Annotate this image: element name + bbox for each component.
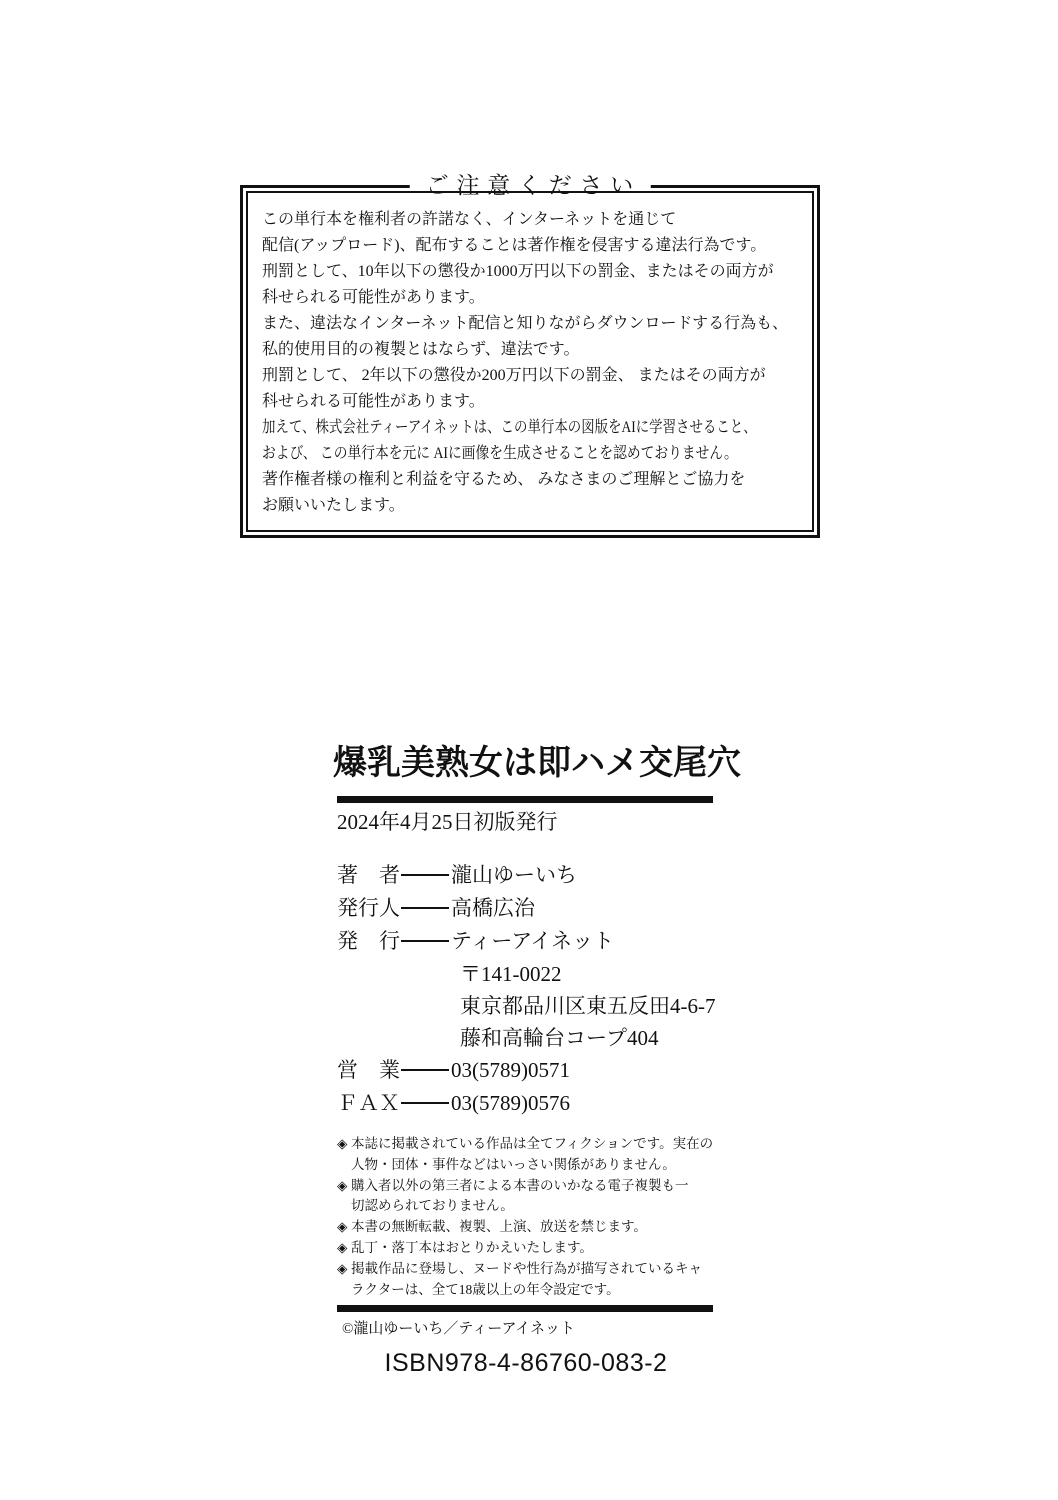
diamond-bullet-icon: ◈	[337, 1219, 348, 1235]
contact-label: 営 業	[337, 1058, 400, 1082]
notice-line: 著作権者様の権利と利益を守るため、 みなさまのご理解とご協力を	[262, 471, 746, 488]
notice-line: 刑罰として、10年以下の懲役か1000万円以下の罰金、またはその両方が	[262, 263, 774, 280]
contact-value: 03(5789)0576	[451, 1091, 570, 1115]
note-line: 本誌に掲載されている作品は全てフィクションです。実在の	[351, 1136, 714, 1151]
publication-date: 2024年4月25日初版発行	[337, 810, 558, 834]
credit-row-author	[337, 859, 715, 892]
contact-row-fax	[337, 1087, 715, 1120]
notice-line: また、違法なインターネット配信と知りながらダウンロードする行為も、	[262, 315, 789, 332]
note-line: 掲載作品に登場し、ヌードや性行為が描写されているキャ	[351, 1260, 702, 1276]
notice-line: 刑罰として、 2年以下の懲役か200万円以下の罰金、 またはその両方が	[262, 367, 766, 384]
legal-note	[337, 1134, 715, 1176]
notice-title: ご 注 意 く だ さ い	[410, 169, 651, 203]
publication-details	[337, 859, 715, 1120]
notice-line: 私的使用目的の複製とはならず、違法です。	[262, 341, 580, 358]
note-line: 人物・団体・事件などはいっさい関係がありません。	[351, 1156, 676, 1172]
label-dash	[401, 1102, 449, 1104]
notice-line: 科せられる可能性があります。	[262, 289, 485, 306]
notice-line: および、 この単行本を元に AIに画像を生成させることを認めておりません。	[262, 445, 738, 462]
copyright-line: ©瀧山ゆーいち／ティーアイネット	[342, 1321, 575, 1338]
note-line: ラクターは、全て18歳以上の年令設定です。	[351, 1281, 620, 1297]
credit-row-publisher	[337, 925, 715, 958]
credit-value: 瀧山ゆーいち	[451, 863, 577, 887]
notice-box	[240, 173, 820, 538]
credit-value: 高橋広治	[451, 896, 535, 920]
legal-note	[337, 1176, 715, 1218]
notice-box-inner	[246, 191, 814, 532]
notice-line: この単行本を権利者の許諾なく、インターネットを通じて	[262, 211, 677, 228]
notice-line: 科せられる可能性があります。	[262, 393, 485, 410]
postal-code: 〒141-0022	[460, 962, 562, 986]
label-dash	[401, 907, 449, 909]
note-line: 乱丁・落丁本はおとりかえいたします。	[351, 1239, 593, 1255]
legal-note	[337, 1238, 715, 1259]
contact-label: ＦＡＸ	[337, 1091, 400, 1115]
book-title: 爆乳美熟女は即ハメ交尾穴	[333, 745, 741, 782]
label-dash	[401, 940, 449, 942]
diamond-bullet-icon: ◈	[337, 1260, 348, 1276]
diamond-bullet-icon: ◈	[337, 1239, 348, 1255]
notice-line: お願いいたします。	[262, 497, 405, 514]
diamond-bullet-icon: ◈	[337, 1177, 348, 1193]
legal-note	[337, 1217, 715, 1238]
legal-notes	[337, 1134, 715, 1300]
address-line: 藤和高輪台コープ404	[460, 1026, 659, 1050]
credit-value: ティーアイネット	[451, 929, 615, 953]
notice-line: 加えて、株式会社ティーアイネットは、この単行本の図版をAIに学習させること、	[262, 419, 757, 436]
note-line: 購入者以外の第三者による本書のいかなる電子複製も一	[351, 1177, 689, 1193]
notice-line: 配信(アップロード)、配布することは著作権を侵害する違法行為です。	[262, 237, 767, 254]
contact-value: 03(5789)0571	[451, 1058, 570, 1082]
credit-row-publisher-person	[337, 892, 715, 925]
credit-label: 発 行	[337, 929, 400, 953]
note-line: 本書の無断転載、複製、上演、放送を禁じます。	[351, 1219, 647, 1235]
divider-rule-bottom	[337, 1305, 713, 1312]
label-dash	[401, 874, 449, 876]
label-dash	[401, 1069, 449, 1071]
diamond-bullet-icon: ◈	[337, 1136, 348, 1151]
credit-label: 著 者	[337, 863, 400, 887]
address-line: 東京都品川区東五反田4-6-7	[460, 994, 716, 1018]
credit-label: 発行人	[337, 896, 400, 920]
legal-note	[337, 1259, 715, 1301]
note-line: 切認められておりません。	[351, 1198, 514, 1214]
contact-row-sales	[337, 1054, 715, 1087]
divider-rule-top	[337, 796, 713, 803]
colophon-block	[333, 744, 741, 1378]
isbn-number: ISBN978-4-86760-083-2	[384, 1349, 668, 1378]
